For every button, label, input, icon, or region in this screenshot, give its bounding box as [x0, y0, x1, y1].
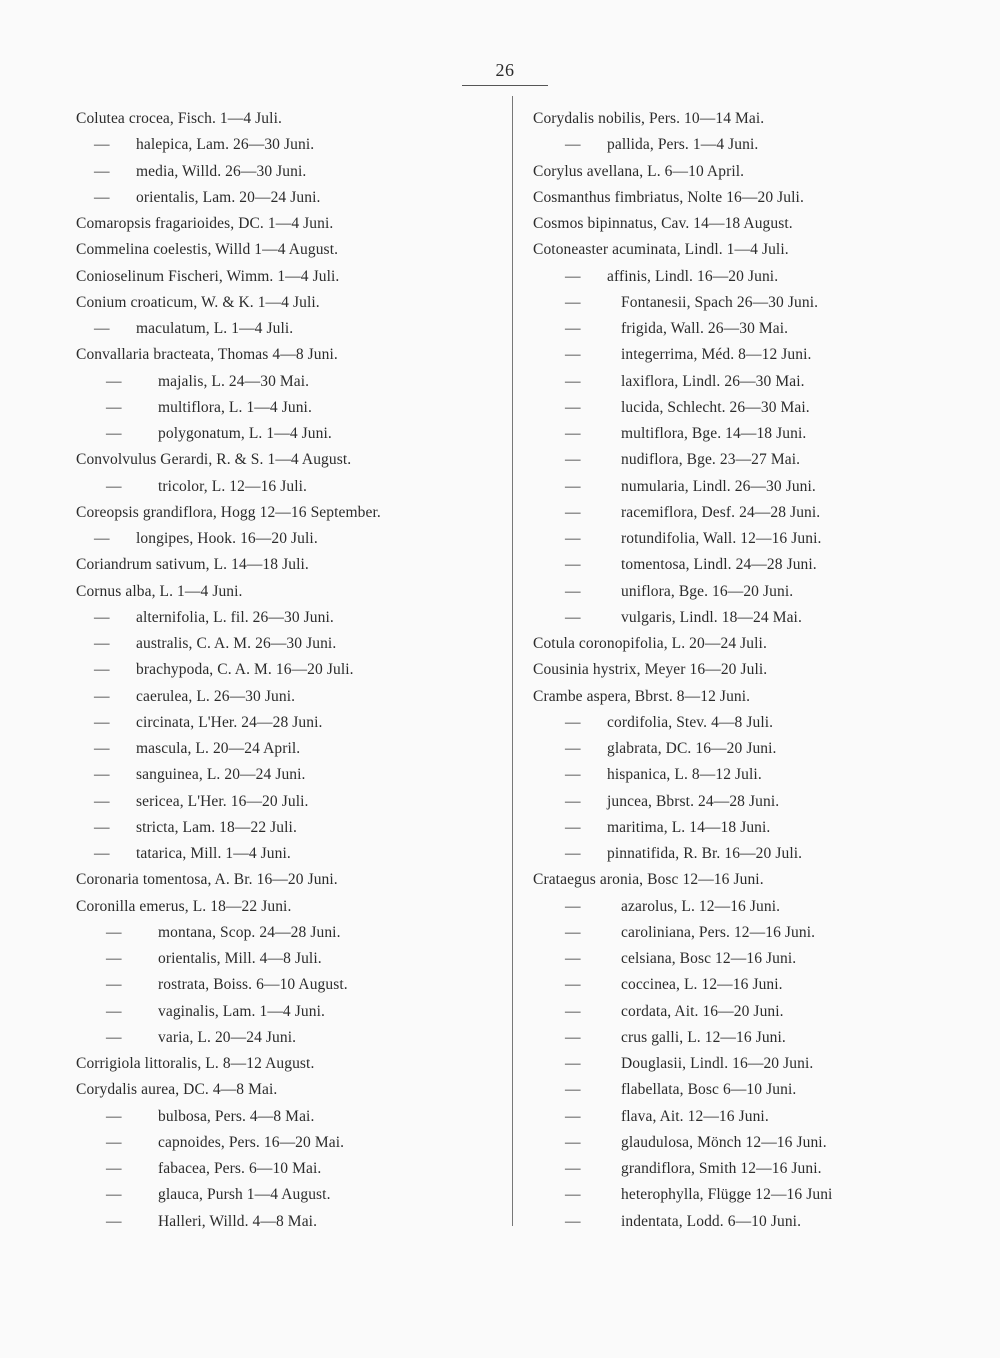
- list-item: [533, 316, 973, 342]
- ditto-dash: —: [94, 766, 110, 784]
- list-item: [76, 815, 496, 841]
- entry-text: glauca, Pursh 1—4 August.: [158, 1186, 331, 1204]
- list-item: [76, 526, 496, 552]
- entry-text: glabrata, DC. 16—20 Juni.: [607, 740, 777, 757]
- ditto-dash: —: [565, 1133, 581, 1151]
- ditto-dash: —: [565, 1002, 581, 1020]
- entry-text: cordata, Ait. 16—20 Juni.: [621, 1002, 784, 1020]
- list-item: [76, 684, 496, 710]
- list-item: [533, 106, 973, 132]
- list-item: [533, 972, 973, 998]
- entry-text: numularia, Lindl. 26—30 Juni.: [621, 477, 816, 495]
- list-item: [76, 342, 496, 368]
- list-item: [533, 342, 973, 368]
- entry-text: Corylus avellana, L. 6—10 April.: [533, 162, 745, 180]
- ditto-dash: —: [106, 1212, 122, 1230]
- list-item: [533, 894, 973, 920]
- entry-text: alternifolia, L. fil. 26—30 Juni.: [136, 608, 334, 626]
- list-item: [533, 841, 973, 867]
- ditto-dash: —: [565, 372, 581, 390]
- list-item: [76, 421, 496, 447]
- entry-text: flabellata, Bosc 6—10 Juni.: [621, 1081, 797, 1099]
- ditto-dash: —: [106, 477, 122, 495]
- list-item: [533, 762, 973, 788]
- entry-text: azarolus, L. 12—16 Juni.: [621, 897, 781, 915]
- list-item: [76, 1156, 496, 1182]
- list-item: [76, 710, 496, 736]
- list-item: [76, 1209, 496, 1235]
- ditto-dash: —: [565, 792, 581, 810]
- entry-text: stricta, Lam. 18—22 Juli.: [136, 818, 297, 836]
- list-item: [533, 1156, 973, 1182]
- list-item: [76, 1077, 496, 1103]
- list-item: [533, 736, 973, 762]
- list-item: [533, 631, 973, 657]
- entry-text: Convallaria bracteata, Thomas 4—8 Juni.: [76, 346, 338, 364]
- entry-text: varia, L. 20—24 Juni.: [158, 1028, 297, 1046]
- entry-text: orientalis, Mill. 4—8 Juli.: [158, 950, 322, 967]
- ditto-dash: —: [106, 923, 122, 941]
- column-divider: [512, 96, 513, 1226]
- entry-text: caroliniana, Pers. 12—16 Juni.: [621, 923, 816, 941]
- ditto-dash: —: [565, 136, 581, 154]
- list-item: [76, 132, 496, 158]
- entry-text: Cousinia hystrix, Meyer 16—20 Juli.: [533, 661, 768, 679]
- list-item: [533, 657, 973, 683]
- ditto-dash: —: [565, 713, 581, 731]
- list-item: [533, 526, 973, 552]
- entry-text: majalis, L. 24—30 Mai.: [158, 372, 310, 390]
- list-item: [76, 999, 496, 1025]
- entry-text: australis, C. A. M. 26—30 Juni.: [136, 635, 337, 652]
- ditto-dash: —: [565, 1028, 581, 1046]
- entry-text: affinis, Lindl. 16—20 Juni.: [607, 267, 779, 285]
- list-item: [76, 867, 496, 893]
- ditto-dash: —: [565, 1055, 581, 1072]
- list-item: [533, 552, 973, 578]
- ditto-dash: —: [106, 372, 122, 390]
- list-item: [76, 946, 496, 972]
- entry-text: Comaropsis fragarioides, DC. 1—4 Juni.: [76, 215, 334, 232]
- page-number-rule: [462, 85, 548, 86]
- ditto-dash: —: [565, 845, 581, 862]
- list-item: [76, 920, 496, 946]
- entry-text: glaudulosa, Mönch 12—16 Juni.: [621, 1133, 827, 1151]
- entry-text: crus galli, L. 12—16 Juni.: [621, 1028, 786, 1046]
- list-item: [533, 1104, 973, 1130]
- entry-text: tatarica, Mill. 1—4 Juni.: [136, 845, 291, 862]
- ditto-dash: —: [106, 425, 122, 442]
- entry-text: uniflora, Bge. 16—20 Juni.: [621, 582, 794, 600]
- list-item: [533, 185, 973, 211]
- entry-text: multiflora, L. 1—4 Juni.: [158, 398, 312, 416]
- entry-text: media, Willd. 26—30 Juni.: [136, 162, 307, 180]
- ditto-dash: —: [94, 845, 110, 862]
- ditto-dash: —: [565, 267, 581, 285]
- ditto-dash: —: [565, 950, 581, 967]
- ditto-dash: —: [106, 1107, 122, 1125]
- ditto-dash: —: [94, 740, 110, 757]
- ditto-dash: —: [106, 1160, 122, 1177]
- entry-text: integerrima, Méd. 8—12 Juni.: [621, 346, 812, 364]
- list-item: [533, 946, 973, 972]
- list-item: [76, 316, 496, 342]
- list-item: [533, 447, 973, 473]
- list-item: [533, 369, 973, 395]
- ditto-dash: —: [565, 740, 581, 757]
- entry-text: Cosmanthus fimbriatus, Nolte 16—20 Juli.: [533, 188, 804, 206]
- ditto-dash: —: [106, 1186, 122, 1204]
- list-item: [76, 474, 496, 500]
- entry-text: flava, Ait. 12—16 Juni.: [621, 1107, 769, 1125]
- ditto-dash: —: [565, 608, 581, 626]
- entry-text: indentata, Lodd. 6—10 Juni.: [621, 1212, 802, 1230]
- entry-text: vulgaris, Lindl. 18—24 Mai.: [621, 608, 802, 626]
- entry-text: capnoides, Pers. 16—20 Mai.: [158, 1133, 345, 1151]
- list-item: [76, 264, 496, 290]
- list-item: [76, 841, 496, 867]
- entry-text: Cotoneaster acuminata, Lindl. 1—4 Juli.: [533, 241, 789, 259]
- list-item: [533, 789, 973, 815]
- entry-text: coccinea, L. 12—16 Juni.: [621, 976, 783, 994]
- right-column: [533, 106, 973, 1235]
- list-item: [76, 894, 496, 920]
- ditto-dash: —: [94, 635, 110, 652]
- entry-text: polygonatum, L. 1—4 Juni.: [158, 425, 332, 442]
- entry-text: maritima, L. 14—18 Juni.: [607, 818, 771, 836]
- left-column: [76, 106, 496, 1235]
- entry-text: Cosmos bipinnatus, Cav. 14—18 August.: [533, 215, 793, 232]
- entry-text: pinnatifida, R. Br. 16—20 Juli.: [607, 845, 803, 862]
- list-item: [533, 684, 973, 710]
- entry-text: nudiflora, Bge. 23—27 Mai.: [621, 451, 801, 469]
- list-item: [76, 290, 496, 316]
- list-item: [533, 605, 973, 631]
- ditto-dash: —: [565, 897, 581, 915]
- list-item: [533, 1130, 973, 1156]
- ditto-dash: —: [565, 1186, 581, 1204]
- ditto-dash: —: [94, 818, 110, 836]
- entry-text: celsiana, Bosc 12—16 Juni.: [621, 950, 797, 967]
- ditto-dash: —: [106, 976, 122, 994]
- list-item: [76, 500, 496, 526]
- entry-text: Coriandrum sativum, L. 14—18 Juli.: [76, 556, 309, 574]
- entry-text: fabacea, Pers. 6—10 Mai.: [158, 1160, 322, 1177]
- list-item: [533, 237, 973, 263]
- entry-text: Conioselinum Fischeri, Wimm. 1—4 Juli.: [76, 267, 340, 285]
- list-item: [76, 762, 496, 788]
- entry-text: laxiflora, Lindl. 26—30 Mai.: [621, 372, 805, 390]
- entry-text: grandiflora, Smith 12—16 Juni.: [621, 1160, 822, 1177]
- list-item: [76, 447, 496, 473]
- entry-text: sericea, L'Her. 16—20 Juli.: [136, 792, 309, 810]
- list-item: [76, 159, 496, 185]
- ditto-dash: —: [94, 530, 110, 547]
- ditto-dash: —: [94, 608, 110, 626]
- list-item: [533, 159, 973, 185]
- entry-text: bulbosa, Pers. 4—8 Mai.: [158, 1107, 315, 1125]
- list-item: [533, 132, 973, 158]
- entry-text: montana, Scop. 24—28 Juni.: [158, 923, 341, 941]
- ditto-dash: —: [565, 1081, 581, 1099]
- entry-text: Corydalis aurea, DC. 4—8 Mai.: [76, 1081, 278, 1099]
- entry-text: pallida, Pers. 1—4 Juni.: [607, 136, 759, 154]
- entry-text: rostrata, Boiss. 6—10 August.: [158, 976, 348, 994]
- list-item: [533, 500, 973, 526]
- entry-text: multiflora, Bge. 14—18 Juni.: [621, 425, 807, 442]
- list-item: [76, 211, 496, 237]
- list-item: [533, 920, 973, 946]
- list-item: [533, 999, 973, 1025]
- entry-text: Corydalis nobilis, Pers. 10—14 Mai.: [533, 110, 765, 127]
- entry-text: juncea, Bbrst. 24—28 Juni.: [607, 792, 780, 810]
- entry-text: Convolvulus Gerardi, R. & S. 1—4 August.: [76, 451, 352, 469]
- ditto-dash: —: [565, 818, 581, 836]
- entry-text: brachypoda, C. A. M. 16—20 Juli.: [136, 661, 354, 679]
- list-item: [76, 605, 496, 631]
- entry-text: lucida, Schlecht. 26—30 Mai.: [621, 398, 810, 416]
- list-item: [533, 264, 973, 290]
- page-number: 26: [495, 60, 515, 80]
- list-item: [76, 1104, 496, 1130]
- ditto-dash: —: [565, 556, 581, 574]
- ditto-dash: —: [565, 530, 581, 547]
- ditto-dash: —: [565, 1107, 581, 1125]
- entry-text: frigida, Wall. 26—30 Mai.: [621, 320, 789, 337]
- ditto-dash: —: [94, 162, 110, 180]
- list-item: [76, 1051, 496, 1077]
- entry-text: hispanica, L. 8—12 Juli.: [607, 766, 762, 784]
- entry-text: Crataegus aronia, Bosc 12—16 Juni.: [533, 871, 764, 889]
- ditto-dash: —: [565, 320, 581, 337]
- list-item: [533, 1077, 973, 1103]
- ditto-dash: —: [565, 451, 581, 469]
- list-item: [76, 657, 496, 683]
- list-item: [533, 290, 973, 316]
- entry-text: Coronaria tomentosa, A. Br. 16—20 Juni.: [76, 871, 338, 889]
- ditto-dash: —: [106, 1002, 122, 1020]
- list-item: [76, 369, 496, 395]
- entry-text: longipes, Hook. 16—20 Juli.: [136, 530, 318, 547]
- list-item: [533, 815, 973, 841]
- list-item: [533, 395, 973, 421]
- list-item: [533, 867, 973, 893]
- entry-text: Douglasii, Lindl. 16—20 Juni.: [621, 1055, 814, 1072]
- entry-text: Coronilla emerus, L. 18—22 Juni.: [76, 897, 292, 915]
- entry-text: Conium croaticum, W. & K. 1—4 Juli.: [76, 293, 320, 311]
- entry-text: Halleri, Willd. 4—8 Mai.: [158, 1212, 318, 1230]
- entry-text: circinata, L'Her. 24—28 Juni.: [136, 713, 323, 731]
- ditto-dash: —: [94, 713, 110, 731]
- entry-text: mascula, L. 20—24 April.: [136, 740, 301, 757]
- list-item: [76, 736, 496, 762]
- entry-text: Crambe aspera, Bbrst. 8—12 Juni.: [533, 687, 751, 705]
- list-item: [533, 1209, 973, 1235]
- list-item: [76, 579, 496, 605]
- list-item: [533, 710, 973, 736]
- ditto-dash: —: [106, 1133, 122, 1151]
- list-item: [533, 1025, 973, 1051]
- ditto-dash: —: [94, 687, 110, 705]
- ditto-dash: —: [565, 976, 581, 994]
- ditto-dash: —: [565, 293, 581, 311]
- entry-text: caerulea, L. 26—30 Juni.: [136, 687, 296, 705]
- entry-text: Cornus alba, L. 1—4 Juni.: [76, 582, 243, 600]
- list-item: [76, 552, 496, 578]
- list-item: [76, 1130, 496, 1156]
- list-item: [76, 237, 496, 263]
- ditto-dash: —: [94, 320, 110, 337]
- ditto-dash: —: [94, 136, 110, 154]
- entry-text: Coreopsis grandiflora, Hogg 12—16 September.: [76, 503, 381, 521]
- list-item: [533, 1051, 973, 1077]
- ditto-dash: —: [565, 398, 581, 416]
- entry-text: maculatum, L. 1—4 Juli.: [136, 320, 294, 337]
- list-item: [533, 211, 973, 237]
- list-item: [76, 972, 496, 998]
- ditto-dash: —: [106, 1028, 122, 1046]
- entry-text: Colutea crocea, Fisch. 1—4 Juli.: [76, 110, 282, 127]
- ditto-dash: —: [106, 398, 122, 416]
- entry-text: tricolor, L. 12—16 Juli.: [158, 477, 308, 495]
- entry-text: Cotula coronopifolia, L. 20—24 Juli.: [533, 635, 767, 652]
- list-item: [76, 185, 496, 211]
- ditto-dash: —: [565, 503, 581, 521]
- entry-text: Corrigiola littoralis, L. 8—12 August.: [76, 1055, 315, 1072]
- entry-text: tomentosa, Lindl. 24—28 Juni.: [621, 556, 817, 574]
- ditto-dash: —: [94, 188, 110, 206]
- ditto-dash: —: [565, 923, 581, 941]
- list-item: [76, 631, 496, 657]
- ditto-dash: —: [94, 661, 110, 679]
- ditto-dash: —: [106, 950, 122, 967]
- entry-text: Commelina coelestis, Willd 1—4 August.: [76, 241, 339, 259]
- entry-text: vaginalis, Lam. 1—4 Juni.: [158, 1002, 325, 1020]
- list-item: [76, 106, 496, 132]
- list-item: [76, 789, 496, 815]
- entry-text: rotundifolia, Wall. 12—16 Juni.: [621, 530, 822, 547]
- entry-text: orientalis, Lam. 20—24 Juni.: [136, 188, 321, 206]
- list-item: [533, 474, 973, 500]
- ditto-dash: —: [565, 425, 581, 442]
- list-item: [76, 395, 496, 421]
- list-item: [533, 579, 973, 605]
- entry-text: halepica, Lam. 26—30 Juni.: [136, 136, 315, 154]
- list-item: [76, 1025, 496, 1051]
- entry-text: racemiflora, Desf. 24—28 Juni.: [621, 503, 821, 521]
- ditto-dash: —: [565, 766, 581, 784]
- ditto-dash: —: [565, 582, 581, 600]
- list-item: [533, 1182, 973, 1208]
- list-item: [76, 1182, 496, 1208]
- entry-text: cordifolia, Stev. 4—8 Juli.: [607, 713, 774, 731]
- ditto-dash: —: [565, 477, 581, 495]
- entry-text: Fontanesii, Spach 26—30 Juni.: [621, 293, 819, 311]
- ditto-dash: —: [565, 1160, 581, 1177]
- ditto-dash: —: [94, 792, 110, 810]
- entry-text: sanguinea, L. 20—24 Juni.: [136, 766, 306, 784]
- list-item: [533, 421, 973, 447]
- ditto-dash: —: [565, 1212, 581, 1230]
- ditto-dash: —: [565, 346, 581, 364]
- entry-text: heterophylla, Flügge 12—16 Juni: [621, 1186, 833, 1204]
